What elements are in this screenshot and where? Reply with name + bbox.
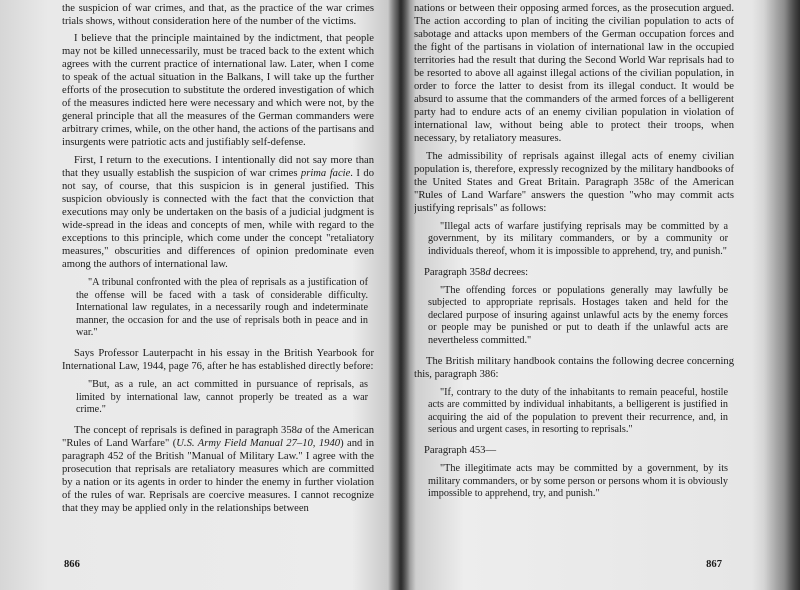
left-paragraph-4: Says Professor Lauterpacht in his essay in the British Yearbook for International Law, 1944, page 76, after he has established directly before:: [62, 347, 374, 372]
left-page-number: 866: [64, 559, 80, 570]
left-paragraph-5: The concept of reprisals is defined in paragraph 358a of the American "Rules of Land Warfare" (U.S. Army Field Manual 27–10, 1940) and in paragraph 452 of the British "Manual of Military Law." I agree with the prosecution that reprisals are retaliatory measures which are committed by a nation or its agents in order to hinder the enemy in further violation of the rules of war. Reprisals are coercive measures. I cannot recognize that they may be applied only in the relationships between: [62, 424, 374, 515]
right-label-paragraph-453: Paragraph 453—: [424, 445, 497, 457]
left-paragraph-3: First, I return to the executions. I intentionally did not say more than that they usually establish the suspicion of war crimes prima facie. I do not say, of course, that this suspicion is in general justified. This suspicion obviously is connected with the fact that the conviction that executions may only be undertaken on the basis of a judicial judgment is wide-spread in the ideas and concepts of men, while with regard to the exceptions to this principle, which come under the concept "retaliatory measures," obscurities and differences of opinion predominate even among the authors of international law.: [62, 154, 374, 270]
left-quote-2: "But, as a rule, an act committed in pursuance of reprisals, as limited by international law, cannot properly be treated as a war crime.": [76, 379, 368, 416]
left-paragraph-1: the suspicion of war crimes, and that, as the practice of the war crimes trials shows, without consideration here of the number of the victims.: [62, 3, 374, 28]
right-page: [414, 2, 734, 590]
right-quote-1: "Illegal acts of warfare justifying reprisals may be committed by a government, by its military commanders, or by a community or individuals thereof, whom it is impossible to apprehend, try, and punish.": [428, 220, 728, 257]
right-label-paragraph-358d: Paragraph 358d decrees:: [424, 266, 529, 278]
right-page-number: 867: [706, 559, 722, 570]
left-paragraph-2: I believe that the principle maintained by the indictment, that people may not be killed unnecessarily, must be traced back to the extent which agrees with the current practice of international law. Later, when I come to speak of the actual situation in the Balkans, I will take up the further efforts of the prosecution to substitute the ordered investigation of which of the measures indicted here were necessary and which were not, by the general principle that all the measures of the German commanders were arbitrary crimes, while, on the other hand, the actions of the partisans and insurgents were patriotic acts and justifiably self-defense.: [62, 33, 374, 149]
right-paragraph-3: The British military handbook contains the following decree concerning this, paragraph 386:: [414, 355, 734, 380]
right-quote-4: "The illegitimate acts may be committed by a government, by its military commanders, or by some person or persons whom it is obviously impossible to apprehend, try, and punish.": [428, 463, 728, 500]
book-gutter-shadow: [388, 0, 410, 590]
left-quote-1: "A tribunal confronted with the plea of reprisals as a justification of the offense will be faced with a task of considerable difficulty. International law regulates, in a necessarily rough and indeterminate manner, the occasion for and the use of reprisals both in peace and in war.": [76, 276, 368, 339]
right-quote-3: "If, contrary to the duty of the inhabitants to remain peaceful, hostile acts are committed by individual inhabitants, a belligerent is justified in acquiring the aid of the population to prevent their recurrence, and, in serious and urgent cases, in resorting to reprisals.": [428, 386, 728, 436]
right-quote-2: "The offending forces or populations generally may lawfully be subjected to appropriate reprisals. Hostages taken and held for the declared purpose of insuring against unlawful acts by the enemy forces or people may be punished or put to death if the unlawful acts are nevertheless committed.": [428, 284, 728, 346]
right-paragraph-2: The admissibility of reprisals against illegal acts of enemy civilian population is, therefore, expressly recognized by the military handbooks of the United States and Great Britain. Paragraph 358c of the American "Rules of Land Warfare" answers the question "who may commit acts justifying reprisals" as follows:: [414, 150, 734, 214]
left-page: [62, 2, 374, 590]
page-edge-shadow: [764, 0, 800, 590]
right-paragraph-1: nations or between their opposing armed forces, as the prosecution argued. The action according to plan of inciting the civilian population to acts of sabotage and attacks upon members of the German occupation forces and the fight of the partisans in violation of international law in the occupied territories had the result that during the Second World War reprisals had to be resorted to above all against illegal actions of the civilian population, in order to force the latter to desist from its illegal conduct. It would be absurd to assume that the commanders of the armed forces of a belligerent party had to endure acts of an enemy civilian population in violation of international law, without being able to protect their troops, when necessary, by retaliatory measures.: [414, 3, 734, 145]
